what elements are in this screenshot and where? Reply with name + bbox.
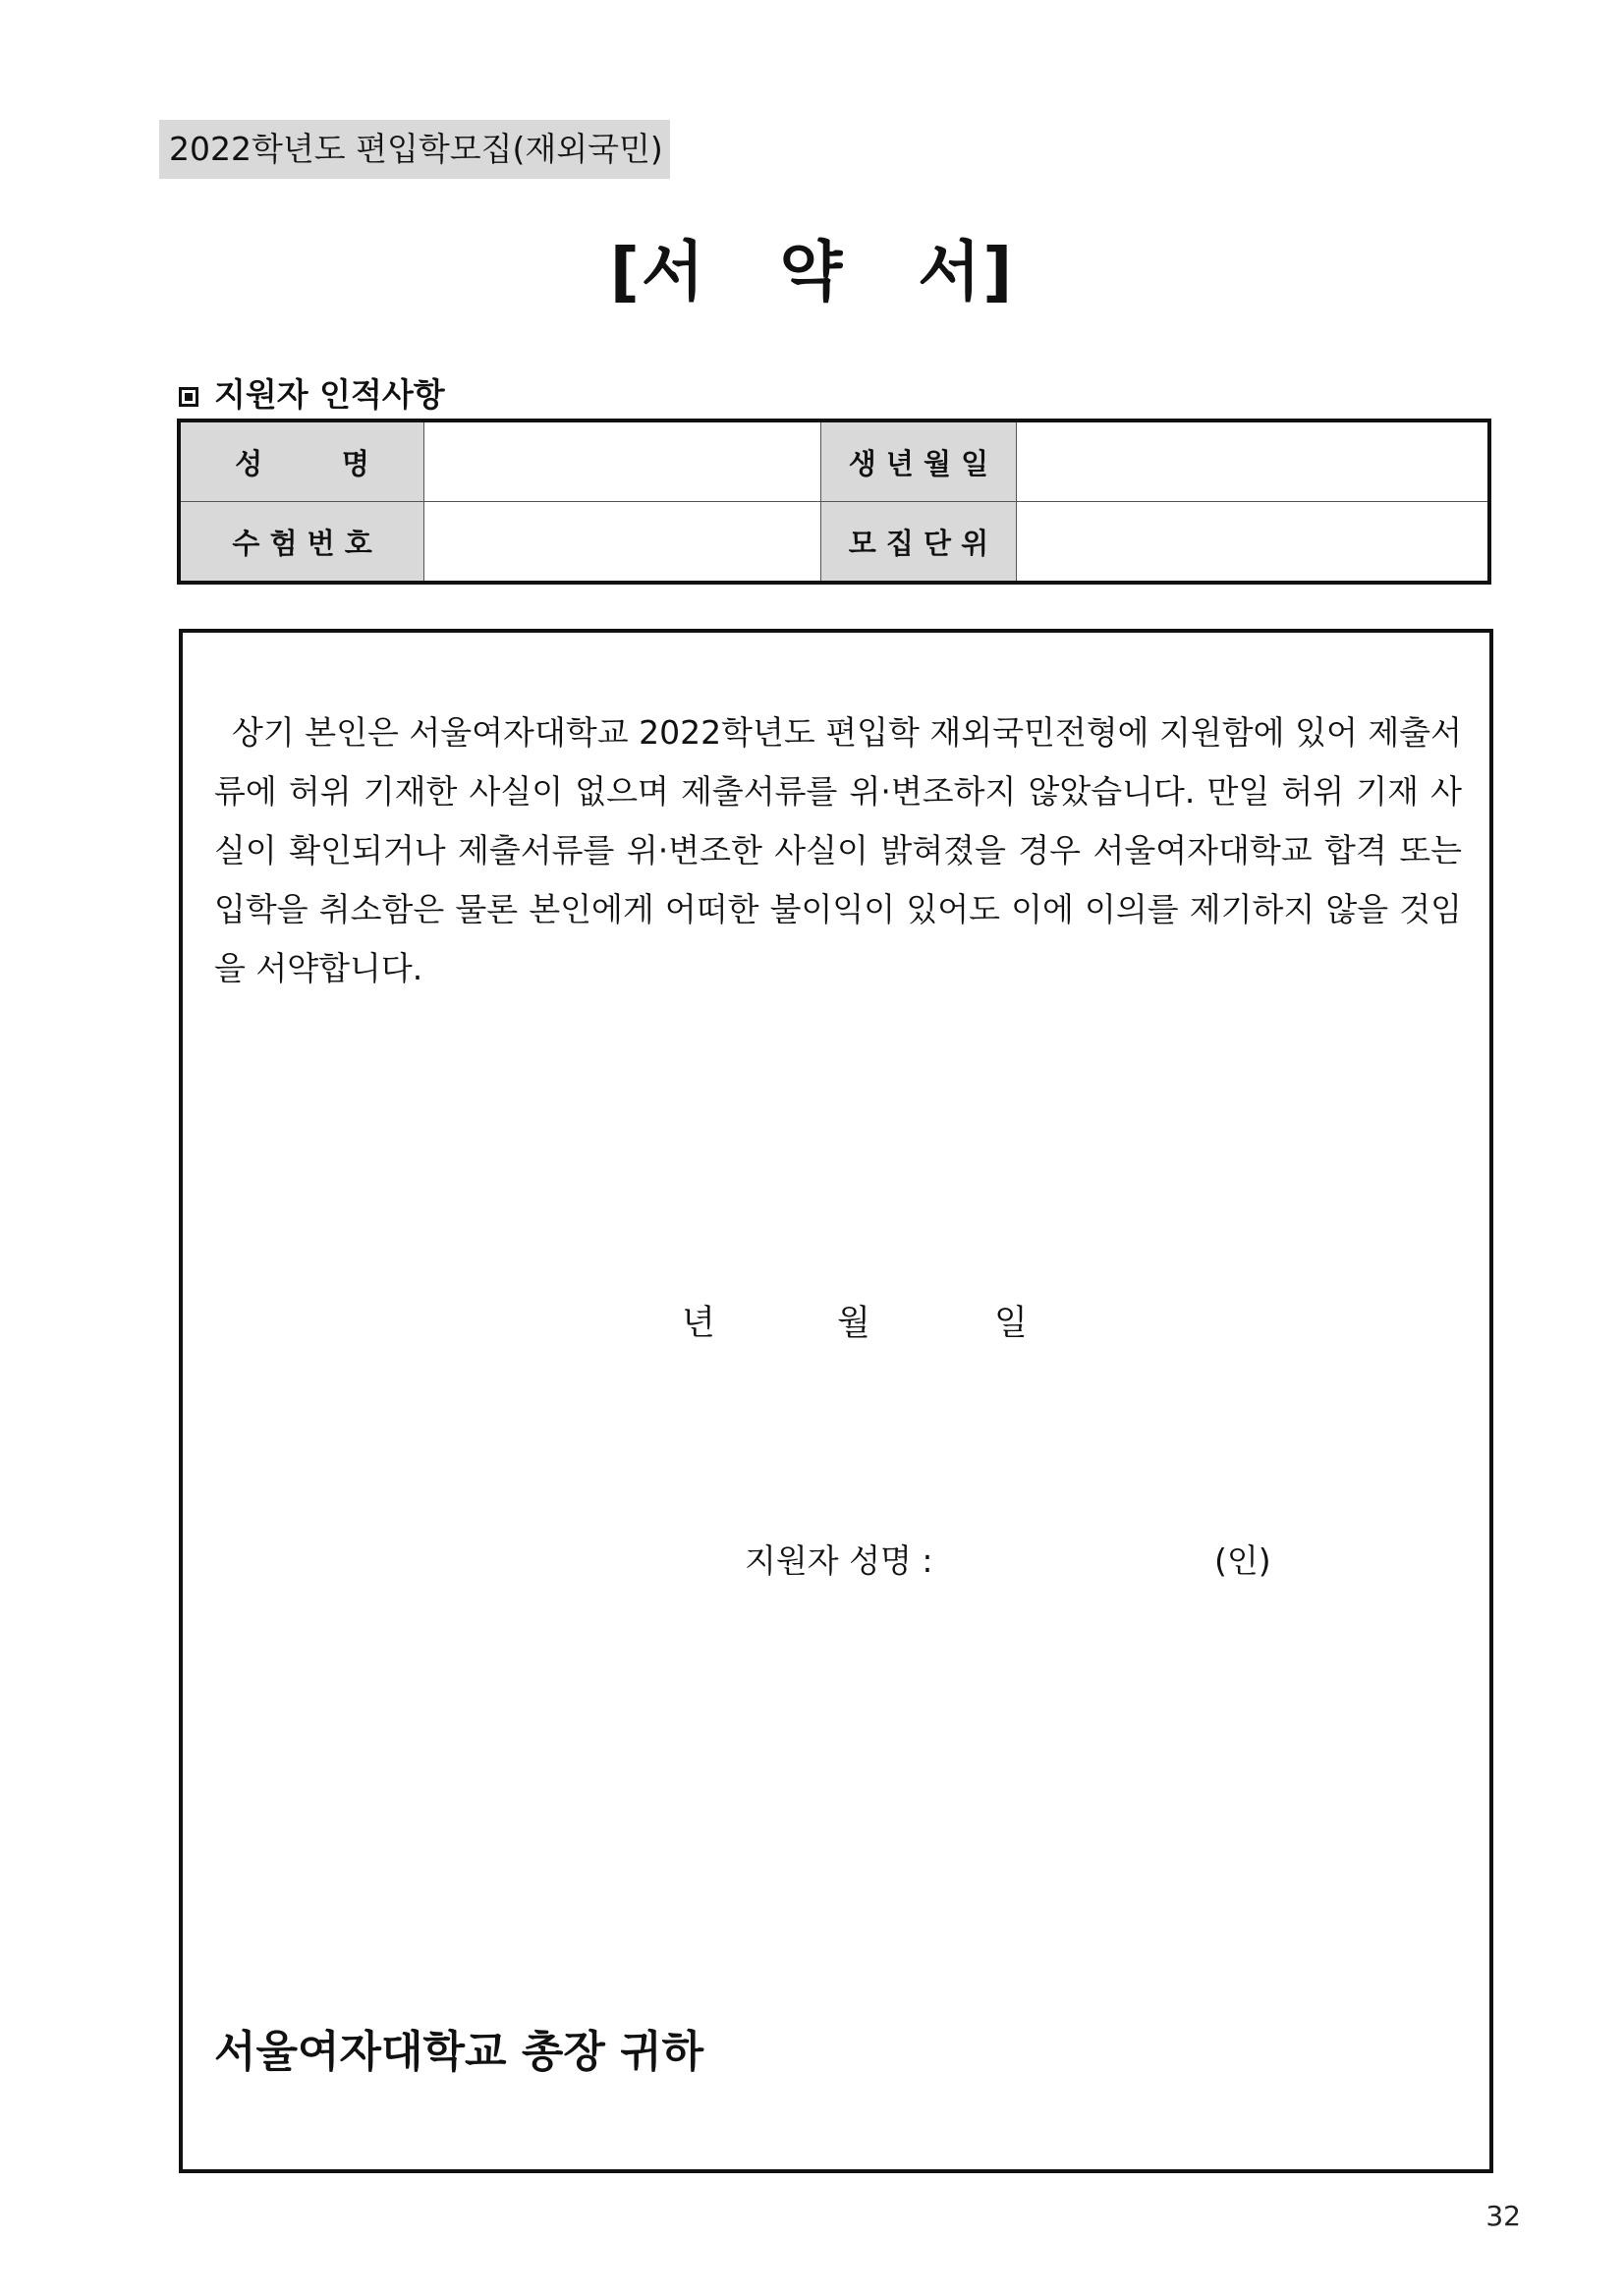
date-day: 일 (994, 1304, 1028, 1343)
exam-number-field[interactable] (424, 502, 820, 584)
seal-mark: (인) (1214, 1541, 1271, 1580)
pledge-box (179, 629, 1493, 2173)
exam-number-label: 수 험 번 호 (179, 502, 424, 584)
name-field[interactable] (424, 420, 820, 502)
birthdate-field[interactable] (1017, 420, 1489, 502)
header-tag: 2022학년도 편입학모집(재외국민) (159, 120, 670, 179)
recruitment-unit-label: 모 집 단 위 (820, 502, 1017, 584)
document-title: [서 약 서] (609, 234, 1015, 309)
pledge-text: 상기 본인은 서울여자대학교 2022학년도 편입학 재외국민전형에 지원함에 있어 제출서류에 허위 기재한 사실이 없으며 제출서류를 위·변조하지 않았습니다. 만일 허위 기재 사실이 확인되거나 제출서류를 위·변조한 사실이 밝혀졌을 경우 서울여자대학교 합격 또는 입학을 취소함은 물론 본인에게 어떠한 불이익이 있어도 이에 이의를 제기하지 않을 것임을 서약합니다. (214, 713, 1462, 987)
birthdate-label: 생 년 월 일 (820, 420, 1017, 502)
addressee: 서울여자대학교 총장 귀하 (214, 2027, 704, 2077)
applicant-info-table (177, 419, 1491, 585)
square-bullet-icon (179, 387, 198, 407)
date-year: 년 (682, 1304, 715, 1343)
table-row (179, 420, 1489, 502)
name-label: 성 명 (179, 420, 424, 502)
recruitment-unit-field[interactable] (1017, 502, 1489, 584)
date-month: 월 (837, 1304, 870, 1343)
signature-label: 지원자 성명 : (745, 1541, 933, 1580)
section-heading-text: 지원자 인적사항 (214, 375, 445, 414)
page-number: 32 (1485, 2200, 1521, 2232)
table-row (179, 502, 1489, 584)
section-heading (179, 373, 445, 417)
